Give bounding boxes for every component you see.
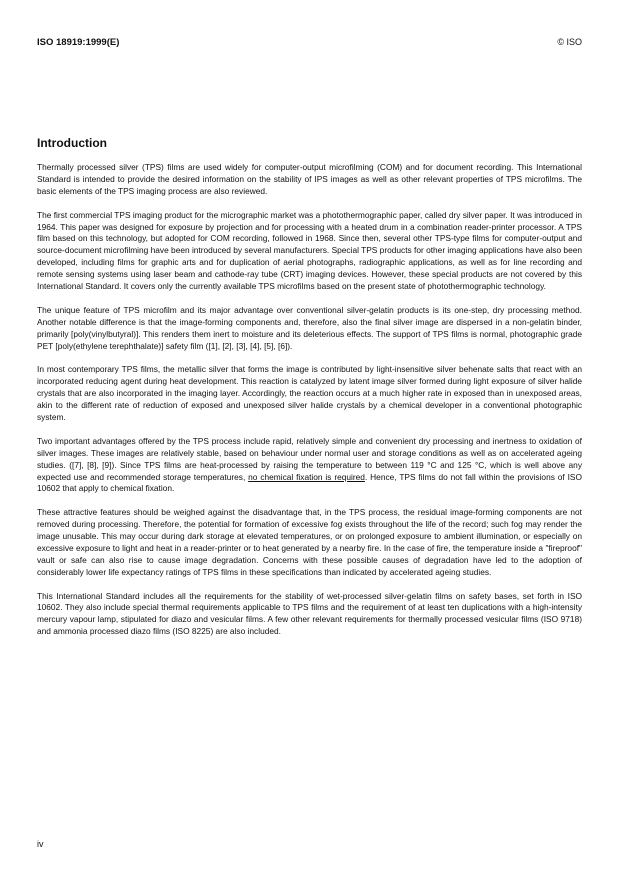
paragraph-text: . Hence, TPS films do not fall within the provisions of ISO 10602 that apply to chemical fixation. — [37, 471, 582, 494]
paragraph: This International Standard includes all the requirements for the stability of wet-processed silver-gelatin films on safety bases, set forth in ISO 10602. They also include special thermal requirements applicable to TPS films and the requirement of at least ten duplications with a high-intensity mercury vapour lamp, stipulated for diazo and vesicular films. A few other relevant requirements for thermally processed vesicular films (ISO 9718) and ammonia processed diazo films (ISO 8225) are also included. — [37, 590, 582, 637]
paragraph: The first commercial TPS imaging product for the micrographic market was a photothermographic paper, called dry silver paper. It was introduced in 1964. This paper was designed for exposure by projection and for processing with a heated drum in a combination reader-printer processor. A TPS film based on this technology, but adopted for COM recording, followed in 1968. Since then, several other TPS-type films for computer-output and source-document microfilming have been introduced by several manufacturers. Special TPS products for other imaging applications have also been developed, including films for graphic arts and for duplication of aerial photographs, radiographic applications, as well as for line recording and remote sensing systems using laser beam and cathode-ray tube (CRT) imaging devices. However, these special products are not covered by this International Standard. It covers only the currently available TPS microfilms based on the present state of photothermographic technology. — [37, 209, 582, 292]
document-id: ISO 18919:1999(E) — [37, 37, 120, 48]
body-text — [37, 162, 582, 650]
paragraph: Thermally processed silver (TPS) films are used widely for computer-output microfilming (COM) and for document recording. This International Standard is intended to provide the desired information on the stability of IPS images as well as other relevant properties of TPS microfilms. The basic elements of the TPS imaging process are also reviewed. — [37, 162, 582, 196]
section-title: Introduction — [37, 136, 107, 150]
paragraph: The unique feature of TPS microfilm and its major advantage over conventional silver-gelatin products is its one-step, dry processing method. Another notable difference is that the image-forming components and, therefore, also the final silver image are dispersed in a non-gelatin binder, primarily [poly(vinylbutyral)]. This renders them inert to moisture and its deleterious effects. The support of TPS films is normal, photographic grade PET [poly(ethylene terephthalate)] safety film ([1], [2], [3], [4], [5], [6]). — [37, 304, 582, 351]
paragraph: These attractive features should be weighed against the disadvantage that, in the TPS process, the residual image-forming components are not removed during processing. Therefore, the potential for formation of excessive fog exists throughout the life of the record; such fog may render the image unusable. This may occur during dark storage at elevated temperatures, or on prolonged exposure to ambient illumination, or especially on excessive exposure to light and heat in a reader-printer or to heat generated by a nearby fire. In the case of fire, the temperature inside a "fireproof" vault or safe can also rise to cause image degradation. Concerns with these possible causes of degradation have led to the adoption of considerably lower life expectancy ratings of TPS films in these specifications than indicated by accelerated ageing studies. — [37, 507, 582, 577]
copyright-notice: © ISO — [557, 37, 582, 47]
paragraph-text: Two important advantages offered by the TPS process include rapid, relatively simple and convenient dry processing and inertness to oxidation of silver images. These images are relatively stable, based on behaviour under normal user and storage conditions as well as on accelerated ageing studies. ([7], [8], [9]). Since TPS films are heat-processed by raising the temperature to between 119 °C and 125 °C, which is well above any expected use and recommended storage temperatures, — [37, 435, 582, 482]
paragraph: In most contemporary TPS films, the metallic silver that forms the image is contributed by light-insensitive silver behenate salts that react with an incorporated reducing agent during heat development. This reaction is catalyzed by latent image silver formed during light exposure of silver halide crystals that are also incorporated in the imaging layer. Accordingly, the reaction occurs at a much higher rate in exposed than in unexposed areas, akin to the different rate of reduction of exposed and unexposed silver halide crystals by a chemical developer in a conventional photographic system. — [37, 364, 582, 422]
page-number: iv — [37, 839, 44, 849]
underlined-phrase: no chemical fixation is required — [248, 471, 365, 482]
paragraph — [37, 436, 582, 496]
